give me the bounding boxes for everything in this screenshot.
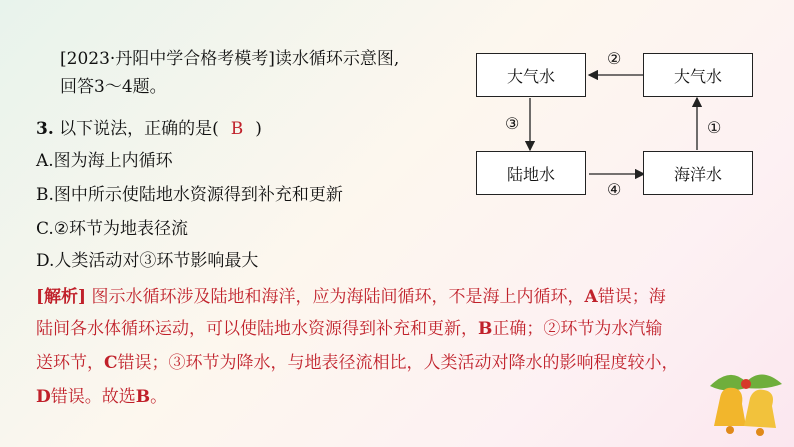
source-line: [2023·丹阳中学合格考模考]读水循环示意图, [60, 49, 400, 69]
analysis-text-4b: 错误。故选 [50, 387, 136, 407]
box-atmosphere-left: 大气水 [476, 53, 586, 97]
source-line-2: 回答3～4题。 [60, 77, 167, 97]
analysis-text-3c: 错误；③环节为降水，与地表径流相比，人类活动对降水的影响程度较小， [117, 353, 679, 373]
bells-decoration [700, 364, 790, 444]
analysis-text-2c: 正确；②环节为水汽输 [492, 319, 663, 339]
question-text: 以下说法，正确的是( [59, 119, 219, 139]
option-d: D.人类活动对③环节影响最大 [36, 251, 259, 271]
analysis-text-3b: C [104, 353, 118, 373]
analysis-text-1b: A [584, 287, 598, 307]
option-a: A.图为海上内循环 [36, 151, 173, 171]
analysis-tag: [解析] [36, 287, 87, 307]
analysis-text-3a: 送环节， [36, 353, 104, 373]
box-land-water: 陆地水 [476, 151, 586, 195]
option-b: B.图中所示使陆地水资源得到补充和更新 [36, 185, 343, 205]
analysis-text-4d: 。 [150, 387, 168, 407]
question-close: ) [255, 119, 262, 139]
analysis-text-1c: 错误；海 [597, 287, 666, 307]
analysis-text-1a: 图示水循环涉及陆地和海洋，应为海陆间循环，不是海上内循环， [91, 287, 585, 307]
analysis-text-4a: D [36, 387, 51, 407]
option-c: C.②环节为地表径流 [36, 219, 189, 239]
label-2: ② [607, 49, 622, 68]
analysis-text-4c: B [135, 387, 151, 407]
question-number: 3. [36, 119, 54, 139]
answer-letter: B [230, 119, 244, 139]
box-atmosphere-right: 大气水 [643, 53, 753, 97]
analysis-text-2a: 陆间各水体循环运动，可以使陆地水资源得到补充和更新， [36, 319, 478, 339]
box-ocean-water: 海洋水 [643, 151, 753, 195]
label-3: ③ [505, 114, 520, 133]
analysis-text-2b: B [478, 319, 493, 339]
label-1: ① [707, 118, 722, 137]
label-4: ④ [607, 180, 622, 199]
